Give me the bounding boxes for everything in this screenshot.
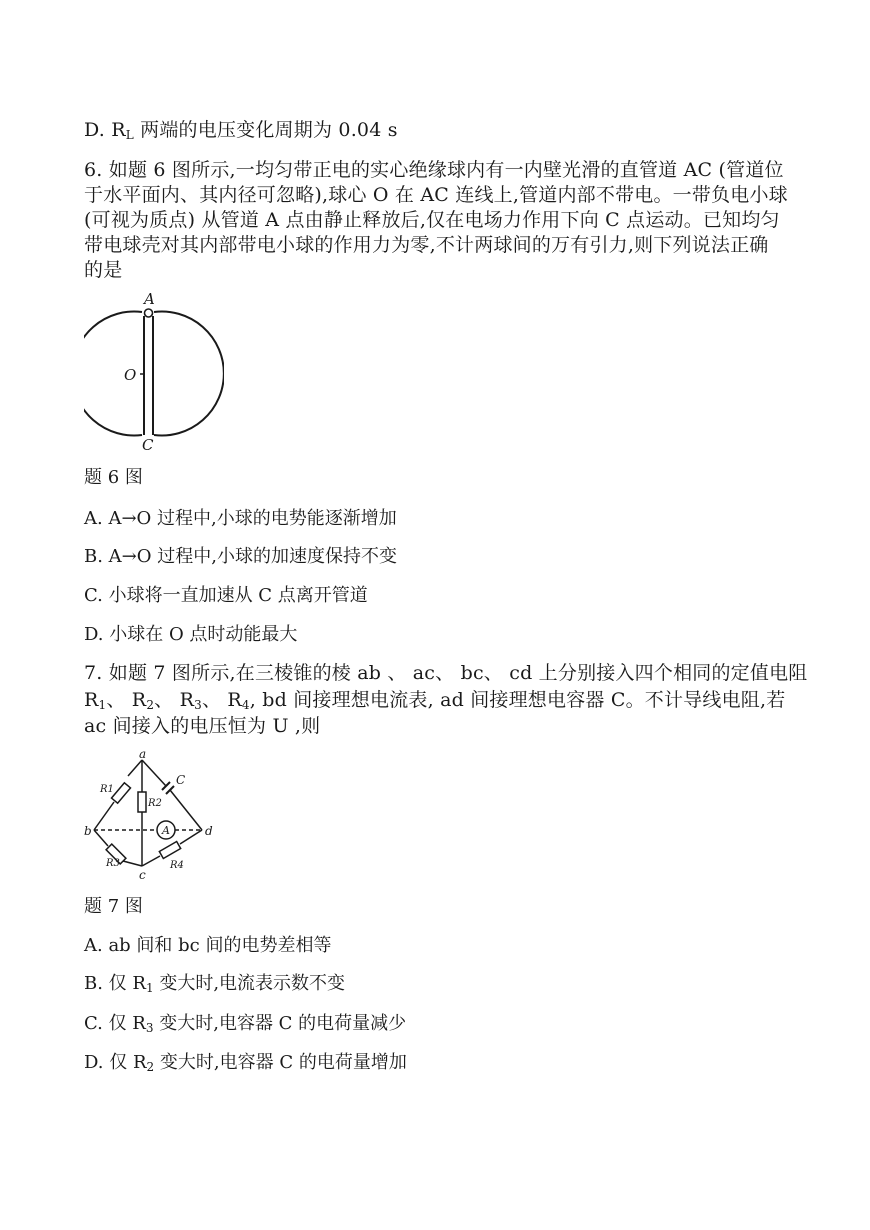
resistor-r4: [159, 842, 180, 859]
q6-stem-line-1: 6. 如题 6 图所示,一均匀带正电的实心绝缘球内有一内壁光滑的直管道 AC (管道位: [84, 159, 784, 181]
label-c: c: [139, 868, 146, 880]
label-cap: C: [176, 773, 186, 787]
resistor-r1: [112, 783, 131, 803]
wire-a-cap: [142, 760, 166, 786]
wire-r4-d: [180, 830, 202, 844]
q6-stem-line-2: 于水平面内、其内径可忽略),球心 O 在 AC 连线上,管道内部不带电。一带负电小球: [84, 184, 788, 206]
q7-option-b: B. 仅 $R_1$ 变大时,电流表示数不变: [84, 973, 346, 995]
q6-option-c: C. 小球将一直加速从 C 点离开管道: [84, 585, 368, 606]
q7-option-a: A. ab 间和 bc 间的电势差相等: [84, 935, 332, 956]
label-r3: R3: [106, 858, 120, 869]
q6-figure: [84, 290, 224, 455]
wire-r1-b: [94, 802, 114, 830]
wire-r3-c: [123, 861, 142, 866]
q7-option-d: D. 仅 $R_2$ 变大时,电容器 C 的电荷量增加: [84, 1052, 407, 1074]
q6-option-b: B. A→O 过程中,小球的加速度保持不变: [84, 546, 397, 567]
label-b: b: [84, 824, 92, 838]
sphere-right-arc: [154, 312, 224, 436]
ammeter-label: A: [162, 824, 170, 837]
q7-stem-line-1: 7. 如题 7 图所示,在三棱锥的棱 ab 、 ac、 bc、 cd 上分别接入四个相同的定值电阻: [84, 662, 808, 684]
wire-b-r3: [94, 830, 108, 846]
label-d: d: [205, 824, 213, 838]
wire-cap-d: [170, 790, 202, 830]
wire-c-r4: [142, 856, 160, 866]
wire-a-r1: [128, 760, 142, 776]
q6-stem-line-4: 带电球壳对其内部带电小球的作用力为零,不计两球间的万有引力,则下列说法正确: [84, 234, 769, 256]
q6-caption: 题 6 图: [84, 467, 143, 488]
ball: [145, 309, 153, 317]
prev-option-sub: L: [125, 128, 134, 142]
label-r1: R1: [100, 784, 114, 795]
label-o: O: [124, 366, 137, 384]
q6-option-d: D. 小球在 O 点时动能最大: [84, 624, 298, 645]
label-c: C: [142, 436, 154, 454]
label-a: a: [139, 750, 147, 761]
resistor-r2: [138, 792, 146, 812]
q7-stem-line-3: ac 间接入的电压恒为 U ,则: [84, 715, 321, 737]
q7-caption: 题 7 图: [84, 896, 143, 917]
q6-stem-line-3: (可视为质点) 从管道 A 点由静止释放后,仅在电场力作用下向 C 点运动。已知均匀: [84, 209, 780, 231]
q6-stem-line-5: 的是: [84, 259, 123, 281]
prev-option-text: D. R: [84, 119, 126, 141]
q7-option-c: C. 仅 $R_3$ 变大时,电容器 C 的电荷量减少: [84, 1013, 407, 1035]
label-r4: R4: [170, 860, 184, 871]
q7-figure: [84, 750, 219, 880]
label-a: A: [144, 290, 155, 308]
q6-option-a: A. A→O 过程中,小球的电势能逐渐增加: [84, 508, 397, 529]
prev-option-d: [84, 118, 398, 142]
prev-option-text-post: 两端的电压变化周期为 0.04 s: [133, 119, 398, 141]
q7-stem-line-2: $R_1$、 $R_2$、 $R_3$、 $R_4$, bd 间接理想电流表, ad 间接理想电容器 C。不计导线电阻,若: [84, 689, 786, 712]
label-r2: R2: [148, 798, 162, 809]
